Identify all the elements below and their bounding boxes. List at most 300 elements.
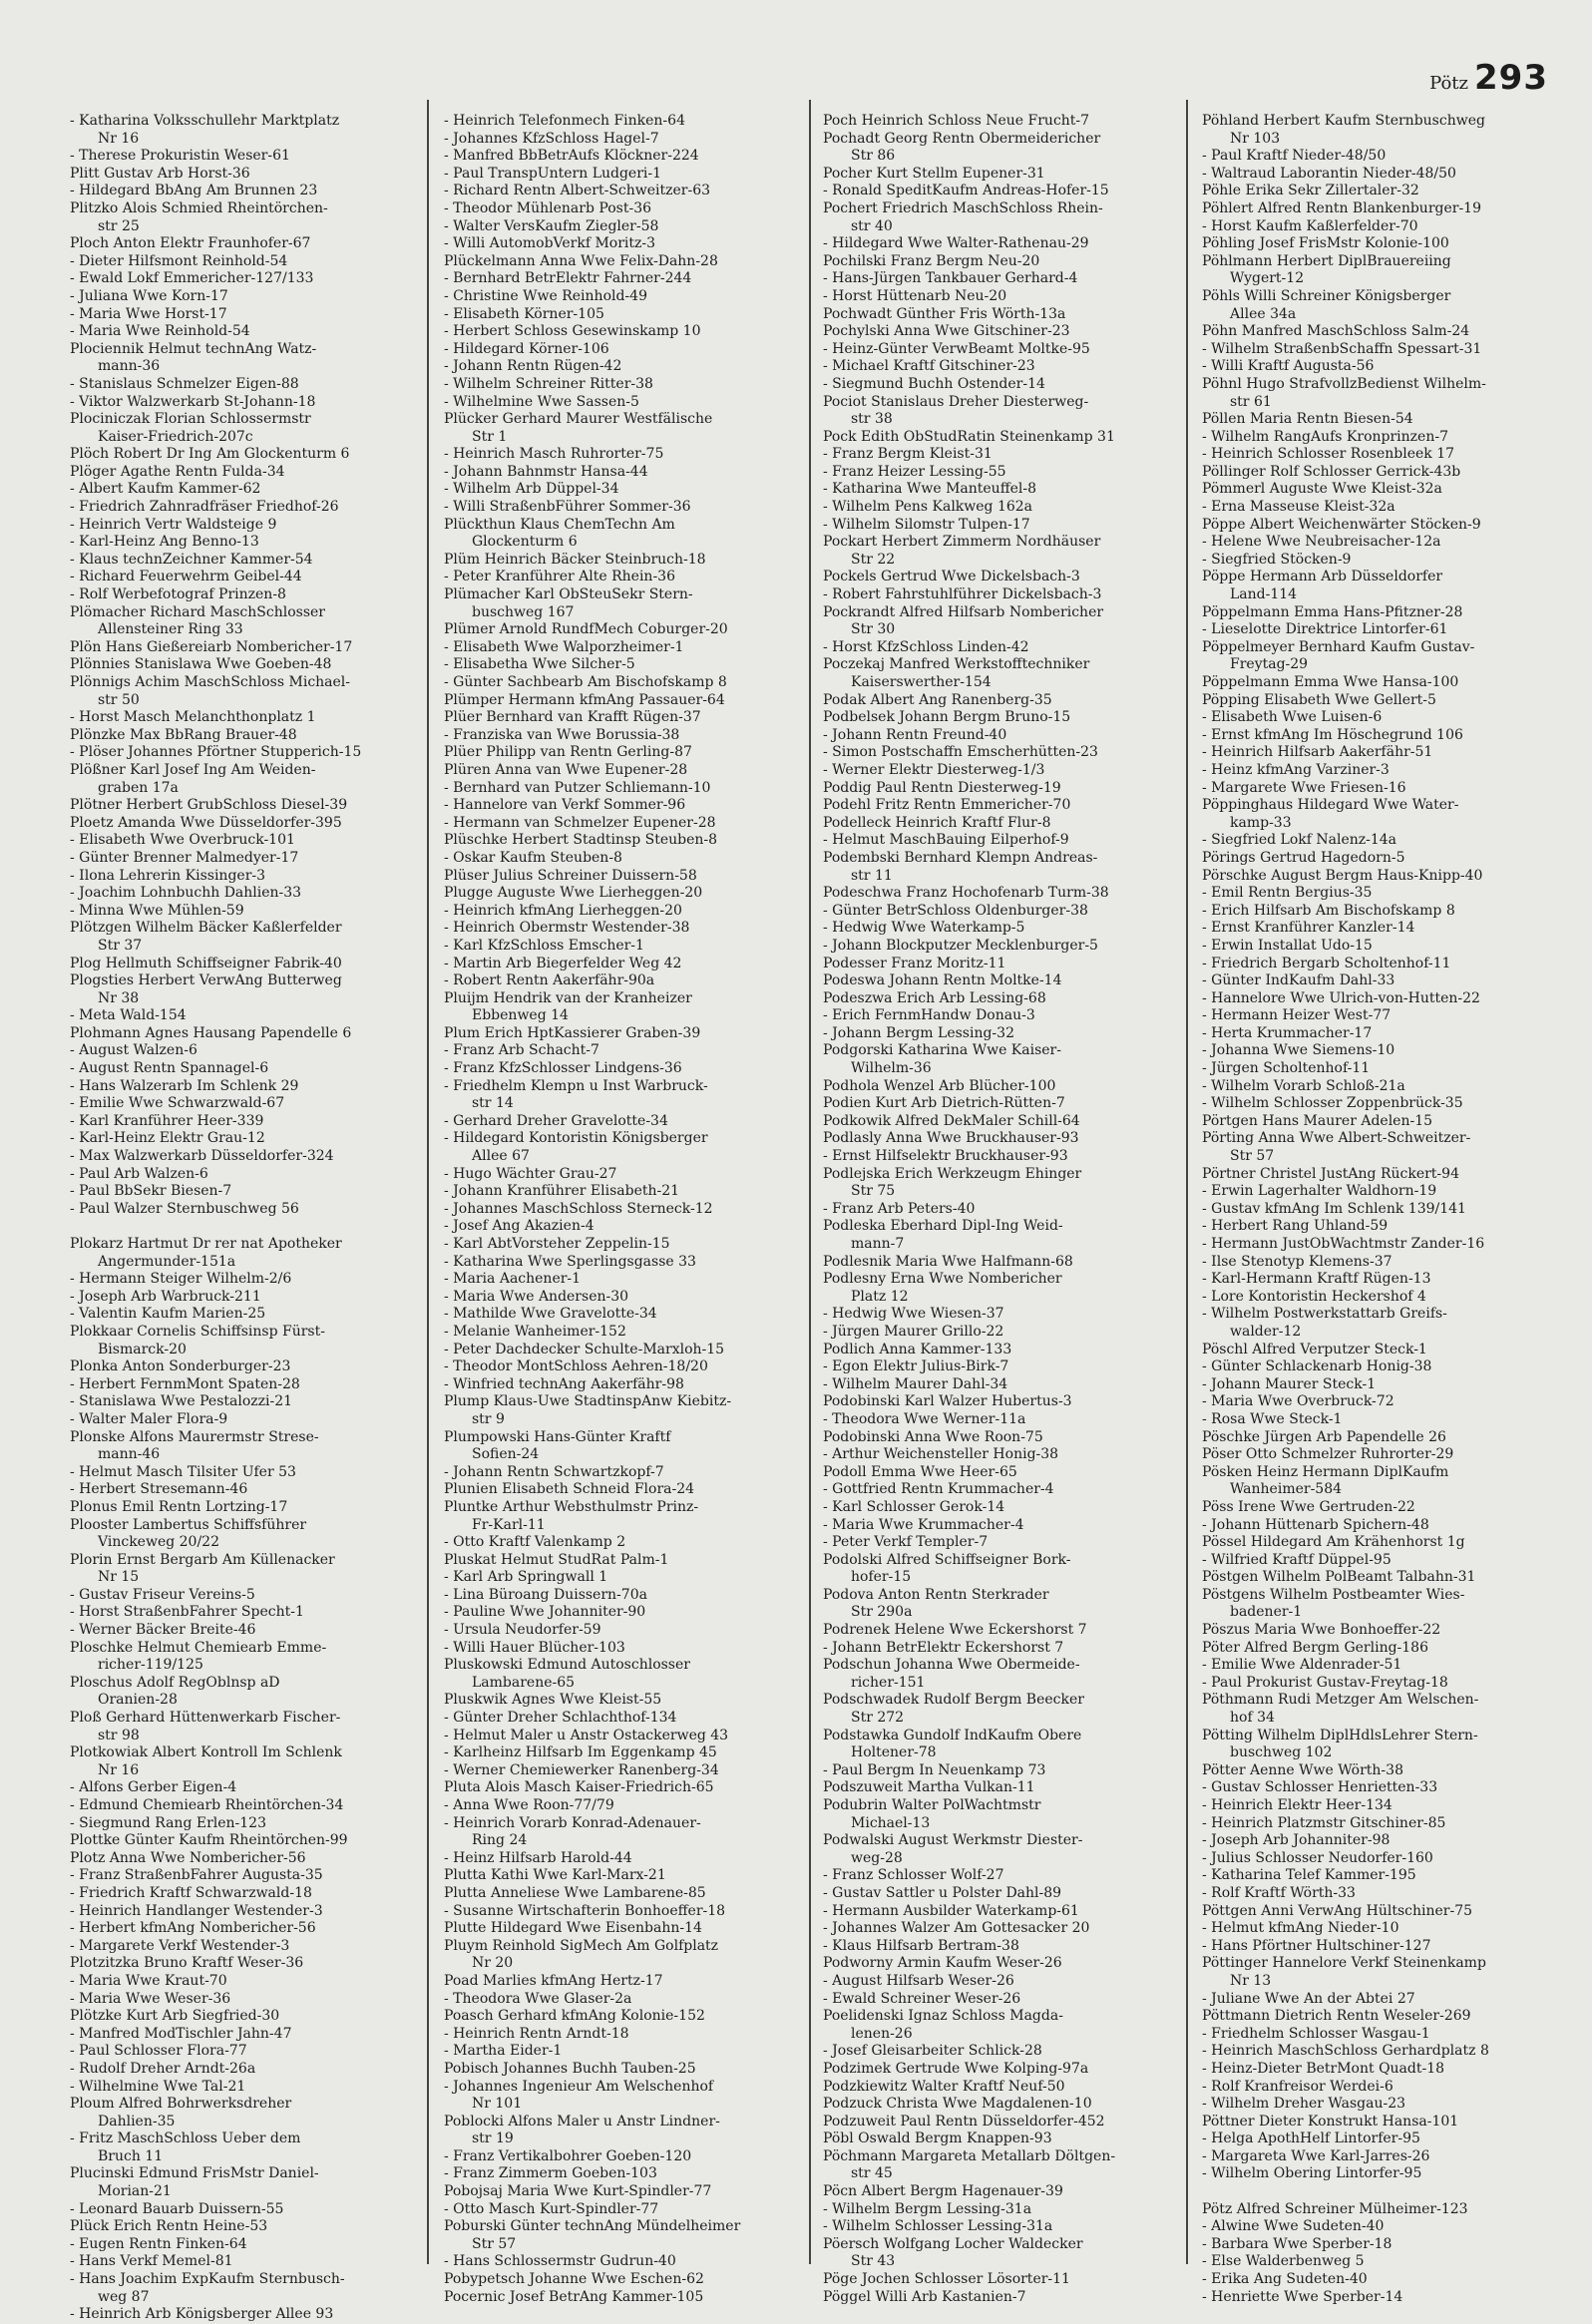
directory-entry: Pöhn Manfred MaschSchloss Salm-24 — [1202, 323, 1470, 340]
directory-entry: - Wilhelm Bergm Lessing-31a — [823, 2200, 1032, 2217]
directory-entry: - Werner Chemiewerker Ranenberg-34 — [444, 1761, 719, 1778]
directory-entry: - Minna Wwe Mühlen-59 — [70, 902, 244, 919]
directory-entry: Plonka Anton Sonderburger-23 — [70, 1358, 291, 1375]
directory-column-3 — [823, 113, 1182, 2305]
directory-entry: Plotkowiak Albert Kontroll Im Schlenk — [70, 1744, 342, 1761]
directory-entry: Pockart Herbert Zimmerm Nordhäuser — [823, 534, 1101, 551]
directory-entry: - Maria Aachener-1 — [444, 1271, 582, 1288]
directory-entry: hofer-15 — [851, 1569, 912, 1586]
directory-entry: Plück Erich Rentn Heine-53 — [70, 2218, 268, 2235]
directory-entry: - Wilhelm StraßenbSchaffn Spessart-31 — [1202, 340, 1482, 357]
directory-entry: str 9 — [472, 1410, 505, 1427]
directory-entry: - Hans-Jürgen Tankbauer Gerhard-4 — [823, 270, 1078, 287]
directory-entry: Plokarz Hartmut Dr rer nat Apotheker — [70, 1236, 342, 1252]
directory-entry: str 61 — [1230, 393, 1272, 410]
directory-entry: Str 290a — [851, 1604, 913, 1621]
directory-entry: - Hans Walzerarb Im Schlenk 29 — [70, 1077, 299, 1094]
directory-entry: Plöger Agathe Rentn Fulda-34 — [70, 463, 285, 480]
directory-entry: Plohmann Agnes Hausang Papendelle 6 — [70, 1024, 352, 1041]
directory-entry: str 45 — [851, 2165, 893, 2182]
directory-entry: - Günter BetrSchloss Oldenburger-38 — [823, 902, 1088, 919]
directory-entry: Dahlien-35 — [98, 2113, 176, 2130]
directory-entry: - Horst Masch Melanchthonplatz 1 — [70, 709, 316, 726]
directory-entry: - Siegfried Lokf Nalenz-14a — [1202, 832, 1397, 849]
directory-entry: - Hannelore Wwe Ulrich-von-Hutten-22 — [1202, 989, 1480, 1006]
directory-entry: - Fritz MaschSchloss Ueber dem — [70, 2130, 301, 2147]
directory-entry: Poddig Paul Rentn Diesterweg-19 — [823, 779, 1061, 796]
directory-entry: - Klaus technZeichner Kammer-54 — [70, 551, 313, 568]
directory-entry: - Erna Masseuse Kleist-32a — [1202, 499, 1395, 516]
directory-entry: Pockrandt Alfred Hilfsarb Nombericher — [823, 603, 1104, 620]
directory-entry: Plümacher Karl ObSteuSekr Stern- — [444, 586, 693, 603]
directory-entry: - Walter VersKaufm Ziegler-58 — [444, 217, 659, 234]
directory-entry: str 14 — [472, 1095, 514, 1112]
directory-entry: Fr-Karl-11 — [472, 1516, 546, 1533]
directory-entry: - Maria Wwe Andersen-30 — [444, 1288, 629, 1305]
directory-entry: - Günter IndKaufm Dahl-33 — [1202, 972, 1395, 989]
directory-entry: Podschun Johanna Wwe Obermeide- — [823, 1657, 1080, 1674]
directory-entry: Plüschke Herbert Stadtinsp Steuben-8 — [444, 832, 718, 849]
directory-entry: Pochylski Anna Wwe Gitschiner-23 — [823, 323, 1070, 340]
directory-entry: Ring 24 — [472, 1832, 528, 1849]
directory-entry: mann-46 — [98, 1446, 161, 1463]
directory-entry: - Melanie Wanheimer-152 — [444, 1323, 626, 1340]
directory-entry: - Else Walderbenweg 5 — [1202, 2253, 1365, 2270]
directory-entry: - Klaus Hilfsarb Bertram-38 — [823, 1937, 1019, 1954]
directory-entry: - Heinz-Günter VerwBeamt Moltke-95 — [823, 340, 1090, 357]
directory-entry: Podbelsek Johann Bergm Bruno-15 — [823, 709, 1071, 726]
directory-entry: Sofien-24 — [472, 1446, 540, 1463]
directory-entry: - August Walzen-6 — [70, 1042, 198, 1059]
directory-entry: Morian-21 — [98, 2183, 172, 2200]
directory-entry: Podak Albert Ang Ranenberg-35 — [823, 691, 1052, 708]
directory-entry: Pöersch Wolfgang Locher Waldecker — [823, 2235, 1083, 2252]
directory-entry: Plötzgen Wilhelm Bäcker Kaßlerfelder — [70, 920, 342, 937]
directory-entry: - Franz Schlosser Wolf-27 — [823, 1867, 1004, 1884]
directory-entry: Pochert Friedrich MaschSchloss Rhein- — [823, 199, 1103, 216]
directory-entry: - Friedhelm Schlosser Wasgau-1 — [1202, 2025, 1430, 2042]
directory-entry: - Ernst Hilfselektr Bruckhauser-93 — [823, 1148, 1068, 1165]
directory-entry: - Otto Masch Kurt-Spindler-77 — [444, 2200, 659, 2217]
directory-entry: Plön Hans Gießereiarb Nombericher-17 — [70, 638, 353, 655]
directory-entry: Plorin Ernst Bergarb Am Küllenacker — [70, 1551, 335, 1568]
directory-entry: Podubrin Walter PolWachtmstr — [823, 1797, 1041, 1813]
directory-entry: - Hildegard Wwe Walter-Rathenau-29 — [823, 235, 1089, 252]
directory-entry: - Günter Sachbearb Am Bischofskamp 8 — [444, 674, 727, 690]
directory-entry: Plötzke Kurt Arb Siegfried-30 — [70, 2008, 280, 2025]
directory-entry: kamp-33 — [1230, 814, 1292, 831]
directory-entry: Pötting Wilhelm DiplHdlsLehrer Stern- — [1202, 1727, 1478, 1743]
directory-entry: str 40 — [851, 217, 893, 234]
directory-entry: - Gustav Friseur Vereins-5 — [70, 1586, 255, 1603]
directory-entry: - Lina Büroang Duissern-70a — [444, 1586, 647, 1603]
directory-entry: - Martin Arb Biegerfelder Weg 42 — [444, 955, 682, 971]
directory-entry: Pöttinger Hannelore Verkf Steinenkamp — [1202, 1955, 1486, 1972]
directory-column-2 — [444, 113, 803, 2305]
directory-entry: Pöllen Maria Rentn Biesen-54 — [1202, 411, 1413, 428]
directory-entry: - Herta Krummacher-17 — [1202, 1024, 1373, 1041]
directory-entry: - Joseph Arb Johanniter-98 — [1202, 1832, 1391, 1849]
directory-entry: - Karlheinz Hilfsarb Im Eggenkamp 45 — [444, 1744, 717, 1761]
directory-entry: Pörings Gertrud Hagedorn-5 — [1202, 849, 1405, 866]
directory-entry: Pörtgen Hans Maurer Adelen-15 — [1202, 1112, 1433, 1129]
directory-entry: - Eugen Rentn Finken-64 — [70, 2235, 247, 2252]
directory-entry: - Maria Wwe Horst-17 — [70, 305, 227, 322]
directory-entry: Podobinski Karl Walzer Hubertus-3 — [823, 1393, 1072, 1410]
directory-entry: Pöttgen Anni VerwAng Hültschiner-75 — [1202, 1902, 1473, 1919]
directory-entry: - Hermann Steiger Wilhelm-2/6 — [70, 1271, 292, 1288]
directory-entry: - Ilse Stenotyp Klemens-37 — [1202, 1253, 1393, 1270]
directory-entry: - Christine Wwe Reinhold-49 — [444, 287, 647, 304]
directory-entry: - Rolf Kraftf Wörth-33 — [1202, 1884, 1356, 1901]
directory-entry: - Johann Kranführer Elisabeth-21 — [444, 1183, 680, 1200]
directory-entry: Pöstgen Wilhelm PolBeamt Talbahn-31 — [1202, 1569, 1476, 1586]
directory-entry: - Johann Blockputzer Mecklenburger-5 — [823, 937, 1098, 954]
directory-entry: Pöhlert Alfred Rentn Blankenburger-19 — [1202, 199, 1481, 216]
directory-entry: - Werner Bäcker Breite-46 — [70, 1622, 256, 1639]
directory-entry: Freytag-29 — [1230, 656, 1309, 673]
directory-entry: - Gerhard Dreher Gravelotte-34 — [444, 1112, 668, 1129]
directory-entry: Pobypetsch Johanne Wwe Eschen-62 — [444, 2271, 704, 2288]
directory-entry: - Manfred BbBetrAufs Klöckner-224 — [444, 148, 699, 165]
directory-entry: - Paul Prokurist Gustav-Freytag-18 — [1202, 1674, 1448, 1691]
directory-entry: - Friedrich Zahnradfräser Friedhof-26 — [70, 499, 339, 516]
directory-entry: - Ronald SpeditKaufm Andreas-Hofer-15 — [823, 183, 1109, 199]
directory-entry: - Franz Zimmerm Goeben-103 — [444, 2165, 657, 2182]
directory-entry: str 98 — [98, 1727, 140, 1743]
directory-entry: Str 1 — [472, 428, 508, 445]
directory-entry: - Wilhelm RangAufs Kronprinzen-7 — [1202, 428, 1448, 445]
directory-entry: Plog Hellmuth Schiffseigner Fabrik-40 — [70, 955, 342, 971]
directory-entry: - Katharina Telef Kammer-195 — [1202, 1867, 1416, 1884]
directory-entry: Plömacher Richard MaschSchlosser — [70, 603, 325, 620]
directory-entry: - Margarete Wwe Friesen-16 — [1202, 779, 1406, 796]
directory-entry: - Emil Rentn Bergius-35 — [1202, 885, 1373, 902]
directory-entry: - Walter Maler Flora-9 — [70, 1410, 228, 1427]
directory-entry: - Willi Hauer Blücher-103 — [444, 1639, 625, 1656]
directory-entry: Pömmerl Auguste Wwe Kleist-32a — [1202, 481, 1442, 498]
directory-entry: Plucinski Edmund FrisMstr Daniel- — [70, 2165, 319, 2182]
directory-entry: Pötz Alfred Schreiner Mülheimer-123 — [1202, 2200, 1468, 2217]
directory-entry: - Heinrich Vertr Waldsteige 9 — [70, 516, 277, 533]
directory-entry: - Juliana Wwe Korn-17 — [70, 287, 228, 304]
directory-entry: Plümper Hermann kfmAng Passauer-64 — [444, 691, 725, 708]
directory-entry: Podstawka Gundolf IndKaufm Obere — [823, 1727, 1082, 1743]
directory-entry: - Johann Rentn Rügen-42 — [444, 358, 622, 375]
directory-entry: - Karl Kranführer Heer-339 — [70, 1112, 264, 1129]
directory-entry: Pössel Hildegard Am Krähenhorst 1g — [1202, 1534, 1465, 1551]
directory-entry: - Johann Maurer Steck-1 — [1202, 1375, 1377, 1392]
directory-entry: - Wilhelm Schlosser Lessing-31a — [823, 2218, 1053, 2235]
directory-entry: - Wilhelm Dreher Wasgau-23 — [1202, 2096, 1406, 2113]
directory-entry: Podzimek Gertrude Wwe Kolping-97a — [823, 2060, 1089, 2077]
directory-entry: - Werner Elektr Diesterweg-1/3 — [823, 761, 1045, 778]
directory-entry: - Heinrich kfmAng Lierheggen-20 — [444, 902, 682, 919]
directory-entry: Pöhls Willi Schreiner Königsberger — [1202, 287, 1451, 304]
directory-entry: Plümer Arnold RundfMech Coburger-20 — [444, 621, 728, 638]
directory-entry: Poasch Gerhard kfmAng Kolonie-152 — [444, 2008, 705, 2025]
directory-entry: Plönnigs Achim MaschSchloss Michael- — [70, 674, 351, 690]
directory-entry: Podehl Fritz Rentn Emmericher-70 — [823, 797, 1071, 814]
directory-entry: Kaiser-Friedrich-207c — [98, 428, 253, 445]
directory-entry: - Hildegard Körner-106 — [444, 340, 609, 357]
directory-entry: - Herbert Schloss Gesewinskamp 10 — [444, 323, 701, 340]
directory-entry: - Hugo Wächter Grau-27 — [444, 1165, 617, 1182]
directory-entry: - Edmund Chemiearb Rheintörchen-34 — [70, 1797, 344, 1813]
directory-entry: - Maria Wwe Weser-36 — [70, 1990, 231, 2007]
directory-entry: - Alfons Gerber Eigen-4 — [70, 1779, 237, 1796]
directory-entry: Pöggel Willi Arb Kastanien-7 — [823, 2288, 1026, 2305]
directory-entry: - Ewald Schreiner Weser-26 — [823, 1990, 1021, 2007]
directory-entry: Nr 16 — [98, 1761, 140, 1778]
directory-entry: - Heinrich Telefonmech Finken-64 — [444, 113, 685, 129]
directory-entry: - Franz KfzSchlosser Lindgens-36 — [444, 1060, 682, 1077]
directory-entry: Podschwadek Rudolf Bergm Beecker — [823, 1692, 1084, 1709]
directory-entry: Podoll Emma Wwe Heer-65 — [823, 1463, 1017, 1480]
directory-entry: Allee 34a — [1230, 305, 1297, 322]
directory-entry: - Stanislaus Schmelzer Eigen-88 — [70, 375, 299, 392]
directory-entry: - Hedwig Wwe Wiesen-37 — [823, 1306, 1004, 1323]
directory-entry: - Heinrich Elektr Heer-134 — [1202, 1797, 1393, 1813]
directory-entry: - Johannes Ingenieur Am Welschenhof — [444, 2078, 714, 2095]
directory-entry: Pöstgens Wilhelm Postbeamter Wies- — [1202, 1586, 1465, 1603]
directory-columns — [60, 113, 1556, 2323]
directory-entry: Podzkiewitz Walter Kraftf Neuf-50 — [823, 2078, 1065, 2095]
directory-entry: - Bernhard van Putzer Schliemann-10 — [444, 779, 711, 796]
directory-entry: lenen-26 — [851, 2025, 913, 2042]
directory-entry: Podeszwa Erich Arb Lessing-68 — [823, 989, 1046, 1006]
directory-entry: - Ernst Kranführer Kanzler-14 — [1202, 920, 1415, 937]
directory-entry: - Siegfried Stöcken-9 — [1202, 551, 1352, 568]
directory-entry: Poczekaj Manfred Werkstofftechniker — [823, 656, 1090, 673]
directory-entry: - Hannelore van Verkf Sommer-96 — [444, 797, 686, 814]
directory-entry: - Maria Wwe Reinhold-54 — [70, 323, 250, 340]
directory-entry: Podien Kurt Arb Dietrich-Rütten-7 — [823, 1095, 1065, 1112]
directory-entry: Poburski Günter technAng Mündelheimer — [444, 2218, 741, 2235]
directory-entry: Plutte Hildegard Wwe Eisenbahn-14 — [444, 1920, 702, 1937]
directory-entry: - Günter Brenner Malmedyer-17 — [70, 849, 299, 866]
directory-entry: - Friedrich Bergarb Scholtenhof-11 — [1202, 955, 1451, 971]
directory-entry: - Franz Vertikalbohrer Goeben-120 — [444, 2147, 692, 2164]
directory-entry: Podzuck Christa Wwe Magdalenen-10 — [823, 2096, 1092, 2113]
directory-entry: - Elisabetha Wwe Silcher-5 — [444, 656, 635, 673]
directory-entry: Pörting Anna Wwe Albert-Schweitzer- — [1202, 1130, 1471, 1147]
directory-entry: Pochadt Georg Rentn Obermeidericher — [823, 130, 1101, 147]
directory-entry: - Wilhelm Arb Düppel-34 — [444, 481, 619, 498]
directory-entry: - Johann Rentn Freund-40 — [823, 726, 1007, 743]
directory-entry: Plüer Philipp van Rentn Gerling-87 — [444, 744, 692, 761]
directory-entry: - Erwin Installat Udo-15 — [1202, 937, 1373, 954]
directory-entry: Pöhnl Hugo StrafvollzBedienst Wilhelm- — [1202, 375, 1486, 392]
directory-entry: - Margarete Verkf Westender-3 — [70, 1937, 290, 1954]
directory-entry: Pöszus Maria Wwe Bonhoeffer-22 — [1202, 1622, 1441, 1639]
directory-entry: - Günter Dreher Schlachthof-134 — [444, 1710, 677, 1727]
directory-entry: - Katharina Wwe Manteuffel-8 — [823, 481, 1037, 498]
directory-entry: - Herbert kfmAng Nombericher-56 — [70, 1920, 316, 1937]
directory-entry: - Robert Fahrstuhlführer Dickelsbach-3 — [823, 586, 1102, 603]
directory-entry: - Heinrich Schlosser Rosenbleek 17 — [1202, 446, 1455, 463]
directory-entry: Plüm Heinrich Bäcker Steinbruch-18 — [444, 551, 706, 568]
directory-entry: - Franz Arb Schacht-7 — [444, 1042, 599, 1059]
directory-entry: - Peter Dachdecker Schulte-Marxloh-15 — [444, 1341, 725, 1357]
directory-entry: Michael-13 — [851, 1814, 931, 1831]
directory-entry: Pöppelmann Emma Hans-Pfitzner-28 — [1202, 603, 1463, 620]
directory-entry: Nr 38 — [98, 989, 140, 1006]
directory-entry: Pöppinghaus Hildegard Wwe Water- — [1202, 797, 1459, 814]
directory-entry: weg-28 — [851, 1849, 903, 1866]
directory-entry: Plum Erich HptKassierer Graben-39 — [444, 1024, 701, 1041]
directory-entry: - Heinrich Obermstr Westender-38 — [444, 920, 690, 937]
directory-entry: Pöppelmann Emma Wwe Hansa-100 — [1202, 674, 1459, 690]
directory-entry: - Gustav kfmAng Im Schlenk 139/141 — [1202, 1200, 1466, 1217]
directory-entry: Nr 101 — [472, 2096, 523, 2113]
directory-entry: buschweg 102 — [1230, 1744, 1333, 1761]
directory-entry: Plüren Anna van Wwe Eupener-28 — [444, 761, 688, 778]
directory-entry: - Helene Wwe Neubreisacher-12a — [1202, 534, 1441, 551]
directory-entry: - Emilie Wwe Aldenrader-51 — [1202, 1657, 1402, 1674]
directory-entry: hof 34 — [1230, 1710, 1275, 1727]
directory-entry: richer-151 — [851, 1674, 926, 1691]
directory-entry: - Karl KfzSchloss Emscher-1 — [444, 937, 644, 954]
directory-entry: Podlejska Erich Werkzeugm Ehinger — [823, 1165, 1082, 1182]
directory-entry: Str 57 — [472, 2235, 517, 2252]
directory-entry: - Henriette Wwe Sperber-14 — [1202, 2288, 1403, 2305]
directory-entry: - Wilhelm Schlosser Zoppenbrück-35 — [1202, 1095, 1463, 1112]
directory-entry: - Karl AbtVorsteher Zeppelin-15 — [444, 1236, 670, 1252]
directory-entry: Wygert-12 — [1230, 270, 1305, 287]
directory-entry: Pobojsaj Maria Wwe Kurt-Spindler-77 — [444, 2183, 712, 2200]
directory-entry: - Franz Bergm Kleist-31 — [823, 446, 993, 463]
directory-entry: - Lore Kontoristin Heckershof 4 — [1202, 1288, 1426, 1305]
directory-entry: - Franz Heizer Lessing-55 — [823, 463, 1006, 480]
directory-entry: Pöhle Erika Sekr Zillertaler-32 — [1202, 183, 1419, 199]
directory-entry: - Heinrich Platzmstr Gitschiner-85 — [1202, 1814, 1446, 1831]
directory-entry: - Helmut MaschBauing Eilperhof-9 — [823, 832, 1069, 849]
directory-entry: Pocher Kurt Stellm Eupener-31 — [823, 165, 1045, 182]
directory-entry: str 25 — [98, 217, 140, 234]
directory-entry: Angermunder-151a — [98, 1253, 236, 1270]
directory-entry: Pöhlmann Herbert DiplBrauereiing — [1202, 252, 1451, 269]
directory-entry: - Theodor MontSchloss Aehren-18/20 — [444, 1358, 708, 1375]
directory-entry: Str 86 — [851, 148, 896, 165]
directory-entry: - Ernst kfmAng Im Höschegrund 106 — [1202, 726, 1463, 743]
directory-entry: - Paul Kraftf Nieder-48/50 — [1202, 148, 1387, 165]
directory-entry: Pöppelmeyer Bernhard Kaufm Gustav- — [1202, 638, 1475, 655]
directory-entry: Lambarene-65 — [472, 1674, 576, 1691]
directory-column-4 — [1202, 113, 1561, 2305]
directory-entry: Plociniczak Florian Schlossermstr — [70, 411, 311, 428]
directory-entry: - Heinz kfmAng Varziner-3 — [1202, 761, 1390, 778]
directory-entry: Platz 12 — [851, 1288, 909, 1305]
directory-entry: - Horst KfzSchloss Linden-42 — [823, 638, 1029, 655]
directory-entry: Podova Anton Rentn Sterkrader — [823, 1586, 1049, 1603]
directory-entry: - Erika Ang Sudeten-40 — [1202, 2271, 1368, 2288]
directory-entry: - Wilhelm Obering Lintorfer-95 — [1202, 2165, 1422, 2182]
directory-entry: Str 272 — [851, 1710, 905, 1727]
directory-entry: - Michael Kraftf Gitschiner-23 — [823, 358, 1035, 375]
directory-entry: - Willi StraßenbFührer Sommer-36 — [444, 499, 691, 516]
directory-entry: - Josef Gleisarbeiter Schlick-28 — [823, 2043, 1042, 2060]
directory-entry: Ploch Anton Elektr Fraunhofer-67 — [70, 235, 311, 252]
directory-entry: Pötter Aenne Wwe Wörth-38 — [1202, 1761, 1403, 1778]
directory-entry: Plitt Gustav Arb Horst-36 — [70, 165, 250, 182]
directory-entry: Plooster Lambertus Schiffsführer — [70, 1516, 307, 1533]
directory-entry: - Paul Bergm In Neuenkamp 73 — [823, 1761, 1046, 1778]
directory-entry: - August Hilfsarb Weser-26 — [823, 1972, 1014, 1989]
directory-entry: Pöbl Oswald Bergm Knappen-93 — [823, 2130, 1052, 2147]
directory-entry: Wilhelm-36 — [851, 1060, 932, 1077]
directory-entry: - Juliane Wwe An der Abtei 27 — [1202, 1990, 1415, 2007]
directory-entry: - Alwine Wwe Sudeten-40 — [1202, 2218, 1385, 2235]
directory-entry: - Willi Kraftf Augusta-56 — [1202, 358, 1375, 375]
directory-entry: Pluntke Arthur Websthulmstr Prinz- — [444, 1498, 699, 1515]
directory-entry: - Karl Arb Springwall 1 — [444, 1569, 608, 1586]
directory-entry: Pluskwik Agnes Wwe Kleist-55 — [444, 1692, 662, 1709]
directory-entry: Pockels Gertrud Wwe Dickelsbach-3 — [823, 569, 1080, 585]
directory-entry: Podszuweit Martha Vulkan-11 — [823, 1779, 1035, 1796]
directory-entry: - Herbert FernmMont Spaten-28 — [70, 1375, 300, 1392]
directory-entry: Pöttner Dieter Konstrukt Hansa-101 — [1202, 2113, 1459, 2130]
directory-entry: - Maria Wwe Overbruck-72 — [1202, 1393, 1394, 1410]
directory-entry: Plunien Elisabeth Schneid Flora-24 — [444, 1481, 695, 1498]
directory-entry: - Johann Hüttenarb Spichern-48 — [1202, 1516, 1429, 1533]
directory-entry: graben 17a — [98, 779, 179, 796]
directory-entry: - Waltraud Laborantin Nieder-48/50 — [1202, 165, 1456, 182]
directory-entry: Plönzke Max BbRang Brauer-48 — [70, 726, 297, 743]
directory-entry: Land-114 — [1230, 586, 1298, 603]
directory-entry: Oranien-28 — [98, 1692, 178, 1709]
directory-entry: - Wilhelm Pens Kalkweg 162a — [823, 499, 1033, 516]
directory-entry: Podrenek Helene Wwe Eckershorst 7 — [823, 1622, 1087, 1639]
directory-entry: - Katharina Volksschullehr Marktplatz — [70, 113, 340, 129]
directory-entry: - Maria Wwe Kraut-70 — [70, 1972, 227, 1989]
directory-entry: Nr 15 — [98, 1569, 140, 1586]
directory-entry: - Hedwig Wwe Waterkamp-5 — [823, 920, 1025, 937]
directory-entry: Pöchmann Margareta Metallarb Döltgen- — [823, 2147, 1116, 2164]
directory-entry: - Martha Eider-1 — [444, 2043, 563, 2060]
directory-entry: - Franz Arb Peters-40 — [823, 1200, 976, 1217]
directory-entry: - Siegmund Rang Erlen-123 — [70, 1814, 266, 1831]
directory-entry: - Max Walzwerkarb Düsseldorfer-324 — [70, 1148, 334, 1165]
directory-entry: - Johannes Walzer Am Gottesacker 20 — [823, 1920, 1090, 1937]
directory-entry: - Herbert Rang Uhland-59 — [1202, 1218, 1389, 1235]
directory-entry: str 19 — [472, 2130, 514, 2147]
directory-entry: - Johanna Wwe Siemens-10 — [1202, 1042, 1395, 1059]
directory-entry: - Wilhelm Vorarb Schloß-21a — [1202, 1077, 1405, 1094]
directory-entry: - August Rentn Spannagel-6 — [70, 1060, 269, 1077]
directory-entry: Plottke Günter Kaufm Rheintörchen-99 — [70, 1832, 348, 1849]
directory-entry: - Maria Wwe Krummacher-4 — [823, 1516, 1024, 1533]
directory-entry: - Willi AutomobVerkf Moritz-3 — [444, 235, 656, 252]
directory-entry: Pluskowski Edmund Autoschlosser — [444, 1657, 690, 1674]
directory-entry: - Johann BetrElektr Eckershorst 7 — [823, 1639, 1064, 1656]
directory-entry: - Paul Arb Walzen-6 — [70, 1165, 208, 1182]
directory-entry: - Heinrich Hilfsarb Aakerfähr-51 — [1202, 744, 1433, 761]
directory-entry: - Wilhelm Postwerkstattarb Greifs- — [1202, 1306, 1447, 1323]
directory-entry: Kaiserswerther-154 — [851, 674, 992, 690]
directory-entry: Nr 103 — [1230, 130, 1281, 147]
directory-entry: Plüser Julius Schreiner Duissern-58 — [444, 867, 697, 884]
directory-entry: Pöpping Elisabeth Wwe Gellert-5 — [1202, 691, 1436, 708]
directory-entry: Plößner Karl Josef Ing Am Weiden- — [70, 761, 316, 778]
directory-entry: Pöppe Albert Weichenwärter Stöcken-9 — [1202, 516, 1481, 533]
directory-entry: - Barbara Wwe Sperber-18 — [1202, 2235, 1393, 2252]
directory-entry: - Erich FernmHandw Donau-3 — [823, 1007, 1035, 1024]
directory-entry: - Helmut kfmAng Nieder-10 — [1202, 1920, 1399, 1937]
directory-entry — [70, 1218, 429, 1236]
directory-entry: - Heinrich Arb Königsberger Allee 93 — [70, 2306, 334, 2323]
directory-entry: Plötner Herbert GrubSchloss Diesel-39 — [70, 797, 348, 814]
